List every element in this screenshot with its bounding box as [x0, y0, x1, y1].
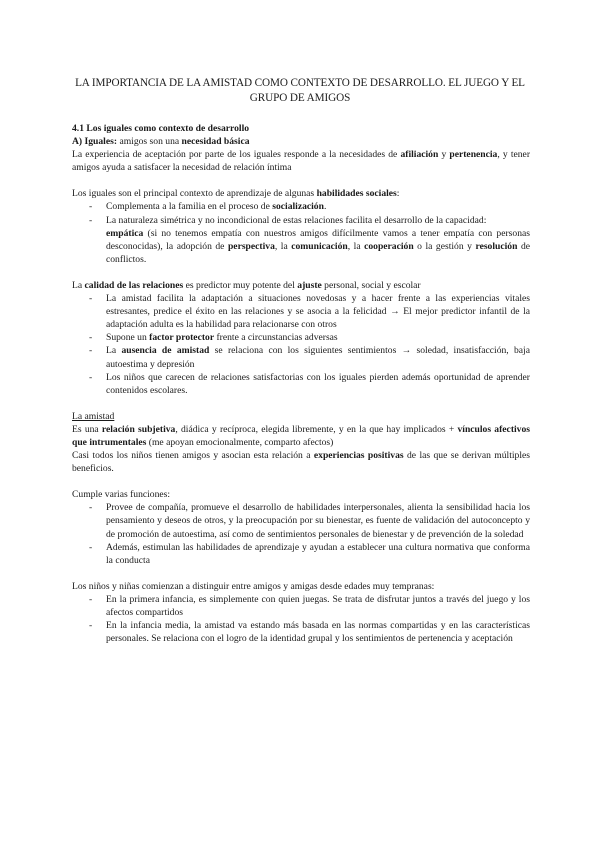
document-body [72, 122, 530, 645]
list-item: - En la infancia media, la amistad va estando más basada en las normas compartidas y en las características personales. Se relaciona con el logro de la identidad grupal y los sentimientos de pertenencia y aceptación [72, 619, 530, 645]
paragraph-calidad: La calidad de las relaciones es predictor muy potente del ajuste personal, social y escolar [72, 279, 421, 291]
list-item: - Complementa a la familia en el proceso de socialización. [72, 200, 530, 213]
section-heading: 4.1 Los iguales como contexto de desarrollo [72, 123, 250, 134]
list-item: - Supone un factor protector frente a circunstancias adversas [72, 331, 530, 344]
paragraph-aceptacion: La experiencia de aceptación por parte de los iguales responde a la necesidades de afiliación y pertenencia, y tener amigos ayuda a satisfacer la necesidad de relación íntima [72, 149, 531, 174]
list-calidad [72, 292, 530, 397]
funciones-intro: Cumple varias funciones: [72, 489, 171, 501]
paragraph-amistad-definition: Es una relación subjetiva, diádica y recíproca, elegida libremente, y en la que hay implicados + vínculos afectivos que intrumentales (me apoyan emocionalmente, comparto afectos) [72, 423, 531, 448]
list-item: - En la primera infancia, es simplemente con quien juegas. Se trata de disfrutar juntos a través del juego y los afectos compartidos [72, 593, 530, 619]
list-item: - Además, estimulan las habilidades de aprendizaje y ayudan a establecer una cultura normativa que conforma la conducta [72, 541, 530, 567]
list-item: - Provee de compañía, promueve el desarrollo de habilidades interpersonales, alienta la sensibilidad hacia los pensamiento y deseos de otros, y la preocupación por su bienestar, es fuente de validación del autoconcepto y de promoción de autoestima, así como de sentimientos personales de bienestar y de prevención de la soledad [72, 501, 530, 540]
document-title: LA IMPORTANCIA DE LA AMISTAD COMO CONTEXTO DE DESARROLLO. EL JUEGO Y EL GRUPO DE AMIGOS [75, 77, 525, 104]
amistad-heading: La amistad [72, 410, 115, 422]
list-edades [72, 593, 530, 645]
list-item: - La amistad facilita la adaptación a situaciones novedosas y a hacer frente a las experiencias vitales estresantes, predice el éxito en las relaciones y se asocia a la felicidad → El mejor predictor infantil de la adaptación adulta es la habilidad para relacionarse con otros [72, 292, 530, 331]
list-item: - La ausencia de amistad se relaciona con los siguientes sentimientos → soledad, insatisfacción, baja autoestima y depresión [72, 344, 530, 370]
list-item: - La naturaleza simétrica y no incondicional de estas relaciones facilita el desarrollo de la capacidad: empática (si no tenemos empatía con nuestros amigos difícilmente vamos a tener empatía con personas desconocidas), la adopción de perspectiva, la comunicación, la cooperación o la gestión y resolución de conflictos. [72, 214, 530, 266]
paragraph-habilidades: Los iguales son el principal contexto de aprendizaje de algunas habilidades sociales: [72, 188, 400, 200]
iguales-definition: A) Iguales: amigos son una necesidad básica [72, 136, 250, 148]
list-funciones [72, 501, 530, 566]
edades-intro: Los niños y niñas comienzan a distinguir entre amigos y amigas desde edades muy tempranas: [72, 580, 435, 592]
list-habilidades [72, 200, 530, 265]
paragraph-amistad-beneficios: Casi todos los niños tienen amigos y asocian esta relación a experiencias positivas de las que se derivan múltiples beneficios. [72, 450, 530, 475]
list-item: - Los niños que carecen de relaciones satisfactorias con los iguales pierden además oportunidad de aprender contenidos escolares. [72, 371, 530, 397]
